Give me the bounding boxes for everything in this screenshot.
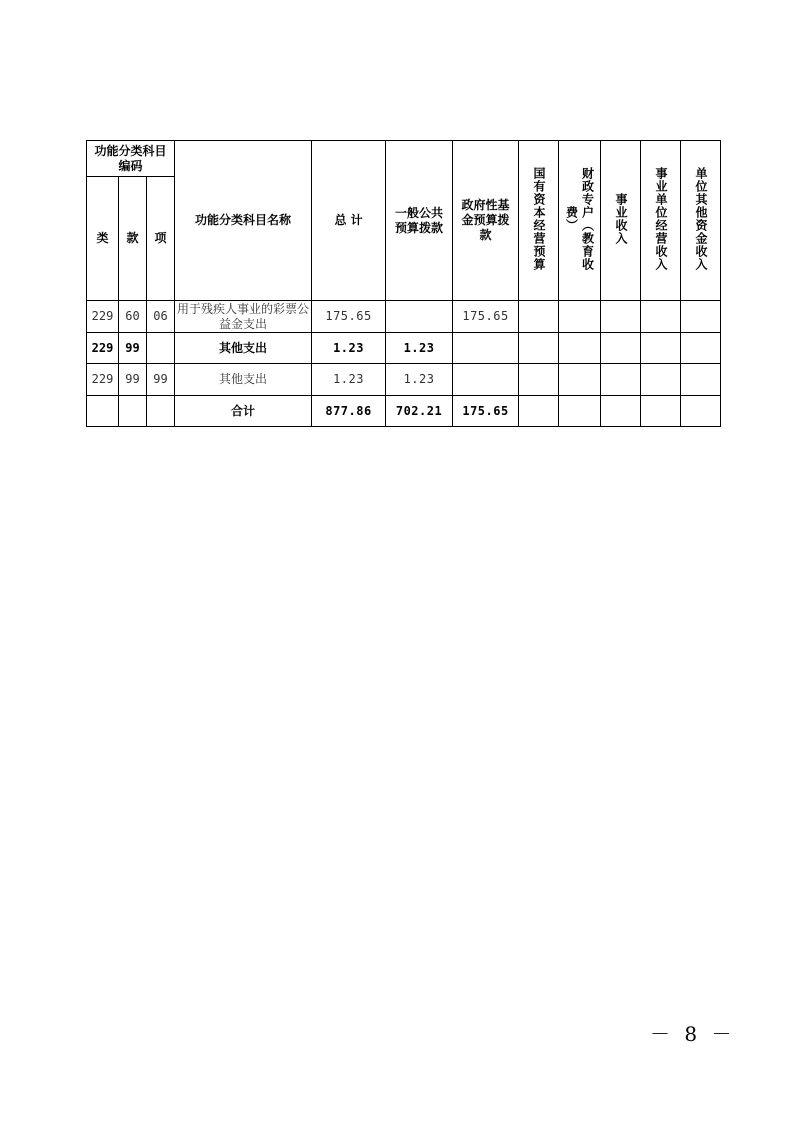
header-code-group: 功能分类科目编码 [87,141,175,177]
row-gov-fund [453,333,519,364]
header-gov-fund: 政府性基金预算拨款 [453,141,519,301]
total-section [119,396,147,427]
header-general: 一般公共预算拨款 [386,141,453,301]
row-section: 99 [119,333,147,364]
header-class: 类 [87,177,119,301]
row-gov-fund [453,364,519,396]
table-row [87,333,721,364]
header-other-funds-text: 单位其他资金收入 [694,166,709,271]
row-unit-business [641,333,681,364]
budget-table [86,140,721,427]
row-general: 1.23 [386,364,453,396]
total-state-capital [519,396,559,427]
header-section: 款 [119,177,147,301]
row-general [386,301,453,333]
row-other-funds [681,301,721,333]
row-other-funds [681,364,721,396]
row-other-funds [681,333,721,364]
row-total: 175.65 [312,301,386,333]
header-row-1 [87,141,721,177]
row-unit-business [641,364,681,396]
row-fiscal-special [559,301,601,333]
header-business-income-text: 事业收入 [614,192,629,245]
header-item: 项 [147,177,175,301]
header-fiscal-special [559,141,601,301]
header-unit-business-text: 事业单位经营收入 [654,166,669,271]
total-other-funds [681,396,721,427]
table-row [87,364,721,396]
header-fiscal-special-text: 财政专户（教育收费） [564,166,595,271]
page-number: － 8 － [650,1022,736,1046]
header-name: 功能分类科目名称 [175,141,312,301]
header-business-income [601,141,641,301]
row-fiscal-special [559,364,601,396]
row-class: 229 [87,301,119,333]
row-gov-fund: 175.65 [453,301,519,333]
total-label: 合计 [175,396,312,427]
row-name: 其他支出 [175,333,312,364]
row-name: 用于残疾人事业的彩票公益金支出 [175,301,312,333]
header-total: 总 计 [312,141,386,301]
row-state-capital [519,364,559,396]
total-item [147,396,175,427]
total-total: 877.86 [312,396,386,427]
row-class: 229 [87,364,119,396]
row-state-capital [519,333,559,364]
row-total: 1.23 [312,364,386,396]
row-item: 99 [147,364,175,396]
row-business-income [601,364,641,396]
table-row [87,301,721,333]
total-class [87,396,119,427]
header-unit-business [641,141,681,301]
row-name: 其他支出 [175,364,312,396]
total-business-income [601,396,641,427]
row-item [147,333,175,364]
row-section: 60 [119,301,147,333]
row-fiscal-special [559,333,601,364]
row-total: 1.23 [312,333,386,364]
header-state-capital [519,141,559,301]
row-class: 229 [87,333,119,364]
row-business-income [601,301,641,333]
total-fiscal-special [559,396,601,427]
row-general: 1.23 [386,333,453,364]
row-state-capital [519,301,559,333]
row-section: 99 [119,364,147,396]
header-other-funds [681,141,721,301]
row-item: 06 [147,301,175,333]
row-unit-business [641,301,681,333]
total-row [87,396,721,427]
total-unit-business [641,396,681,427]
total-gov-fund: 175.65 [453,396,519,427]
total-general: 702.21 [386,396,453,427]
header-state-capital-text: 国有资本经营预算 [532,166,547,271]
row-business-income [601,333,641,364]
